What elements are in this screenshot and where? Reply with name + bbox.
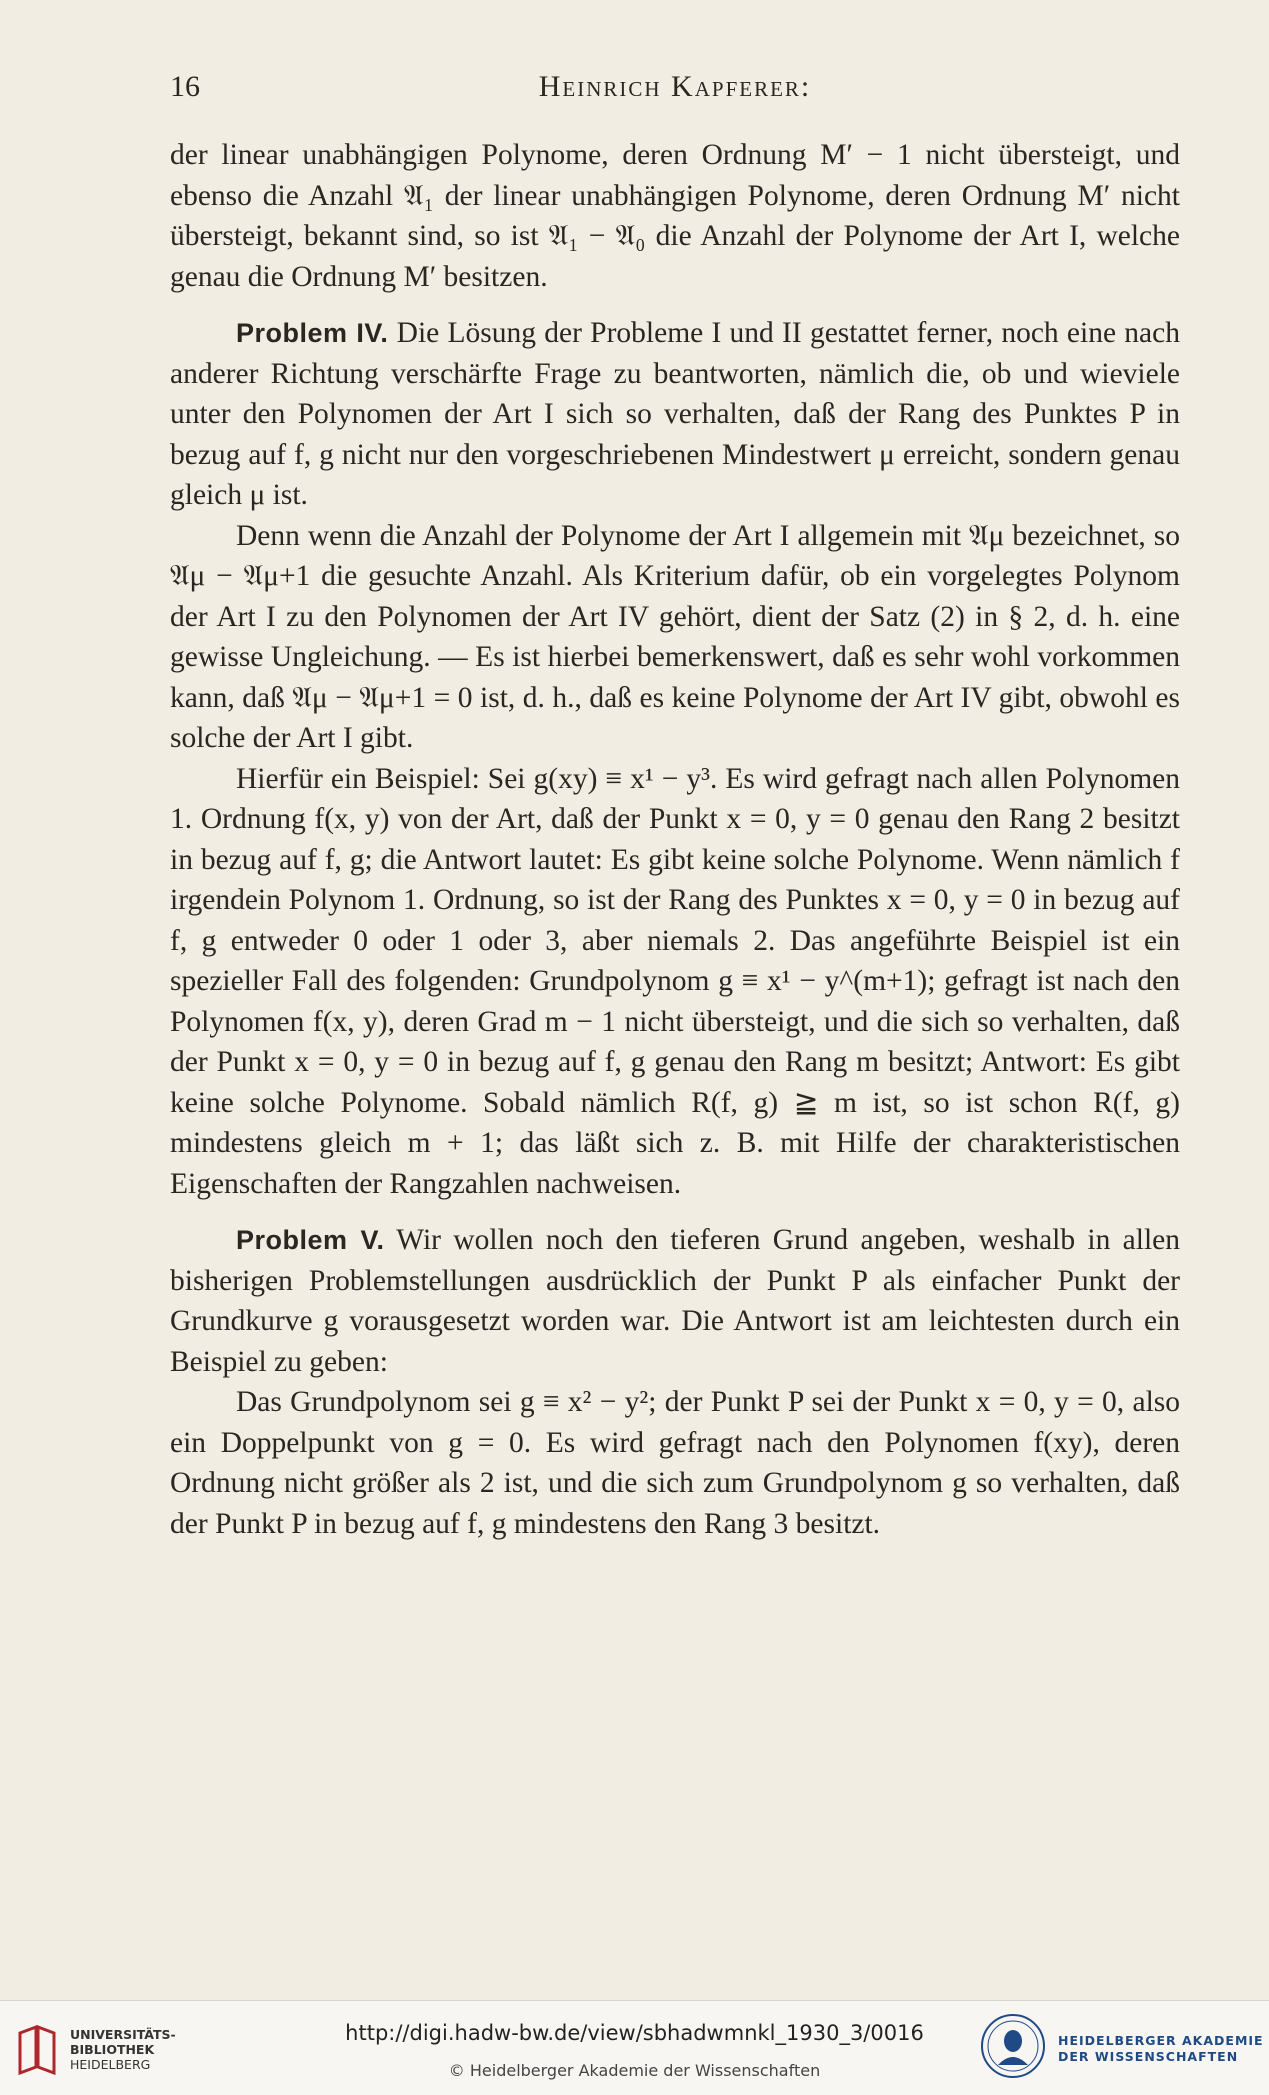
- footer-bar: [0, 2000, 1269, 2095]
- problem-heading-iv: Problem IV.: [236, 318, 389, 348]
- document-url-link[interactable]: http://digi.hadw-bw.de/view/sbhadwmnkl_1930_3/0016: [345, 2021, 924, 2045]
- paragraph-text: Wir wollen noch den tieferen Grund angeben, weshalb in allen bisherigen Problemstellungen ausdrücklich der Punkt P als einfacher Punkt der Grundkurve g vorausgesetzt worden war. Die Antwort ist am leichtesten durch ein Beispiel zu geben:: [170, 1224, 1181, 1378]
- copyright-notice: © Heidelberger Akademie der Wissenschaften: [448, 2061, 821, 2080]
- academy-name: [1058, 2033, 1264, 2065]
- academy-name-line: HEIDELBERGER AKADEMIE: [1058, 2033, 1264, 2048]
- paragraph-text: Die Lösung der Probleme I und II gestattet ferner, noch eine nach anderer Richtung verschärfte Frage zu beantworten, nämlich die, ob und wieviele unter den Polynomen der Art I sich so verhalten, daß der Rang des Punktes P in bezug auf f, g nicht nur den vorgeschriebenen Mindestwert μ erreicht, sondern genau gleich μ ist.: [170, 317, 1180, 511]
- academy-name-line: DER WISSENSCHAFTEN: [1058, 2049, 1239, 2064]
- library-name-line: BIBLIOTHEK: [70, 2042, 155, 2057]
- paragraph-text: Das Grundpolynom sei g ≡ x² − y²; der Punkt P sei der Punkt x = 0, y = 0, also ein Doppelpunkt von g = 0. Es wird gefragt nach den Polynomen f(xy), deren Ordnung nicht größer als 2 ist, und die sich zum Grundpolynom g so verhalten, daß der Punkt P in bezug auf f, g mindestens den Rang 3 besitzt.: [170, 1386, 1180, 1540]
- problem-heading-v: Problem V.: [236, 1225, 385, 1255]
- paragraph-beispiel: [170, 759, 1180, 1205]
- page-number: 16: [170, 70, 200, 103]
- library-name-line: HEIDELBERG: [70, 2057, 151, 2072]
- paragraph-problem-v: [170, 1220, 1180, 1382]
- library-name-line: UNIVERSITÄTS-: [70, 2027, 176, 2042]
- paragraph-anzahl: [170, 516, 1180, 759]
- paragraph-continuation: [170, 135, 1180, 297]
- paragraph-grundpolynom: [170, 1382, 1180, 1544]
- paragraph-text: Denn wenn die Anzahl der Polynome der Art I allgemein mit 𝔄μ bezeichnet, so 𝔄μ − 𝔄μ+1 die gesuchte Anzahl. Als Kriterium dafür, ob ein vorgelegtes Polynom der Art I zu den Polynomen der Art IV gehört, dient der Satz (2) in § 2, d. h. eine gewisse Ungleichung. — Es ist hierbei bemerkenswert, daß es sehr wohl vorkommen kann, daß 𝔄μ − 𝔄μ+1 = 0 ist, d. h., daß es keine Polynome der Art IV gibt, obwohl es solche der Art I gibt.: [170, 519, 1180, 754]
- page-header: [170, 70, 1180, 110]
- running-head: Heinrich Kapferer:: [538, 70, 812, 103]
- body-text: [170, 135, 1180, 1544]
- paragraph-text: Hierfür ein Beispiel: Sei g(xy) ≡ x¹ − y³. Es wird gefragt nach allen Polynomen 1. Ordnung f(x, y) von der Art, daß der Punkt x = 0, y = 0 genau den Rang 2 besitzt in bezug auf f, g; die Antwort lautet: Es gibt keine solche Polynome. Wenn nämlich f irgendein Polynom 1. Ordnung, so ist der Rang des Punktes x = 0, y = 0 in bezug auf f, g entweder 0 oder 1 oder 3, aber niemals 2. Das angeführte Beispiel ist ein spezieller Fall des folgenden: Grundpolynom g ≡ x¹ − y^(m+1); gefragt ist nach den Polynomen f(x, y), deren Grad m − 1 nicht übersteigt, und die sich so verhalten, daß der Punkt x = 0, y = 0 in bezug auf f, g genau den Rang m besitzt; Antwort: Es gibt keine solche Polynome. Sobald nämlich R(f, g) ≧ m ist, so ist schon R(f, g) mindestens gleich m + 1; das läßt sich z. B. mit Hilfe der charakteristischen Eigenschaften der Rangzahlen nachweisen.: [170, 762, 1180, 1200]
- paragraph-text: der linear unabhängigen Polynome, deren Ordnung M′ − 1 nicht übersteigt, und ebenso die Anzahl 𝔄₁ der linear unabhängigen Polynome, deren Ordnung M′ nicht übersteigt, bekannt sind, so ist 𝔄₁ − 𝔄₀ die Anzahl der Polynome der Art I, welche genau die Ordnung M′ besitzen.: [170, 139, 1180, 293]
- paragraph-problem-iv: [170, 313, 1180, 516]
- academy-seal-icon: [980, 2013, 1046, 2079]
